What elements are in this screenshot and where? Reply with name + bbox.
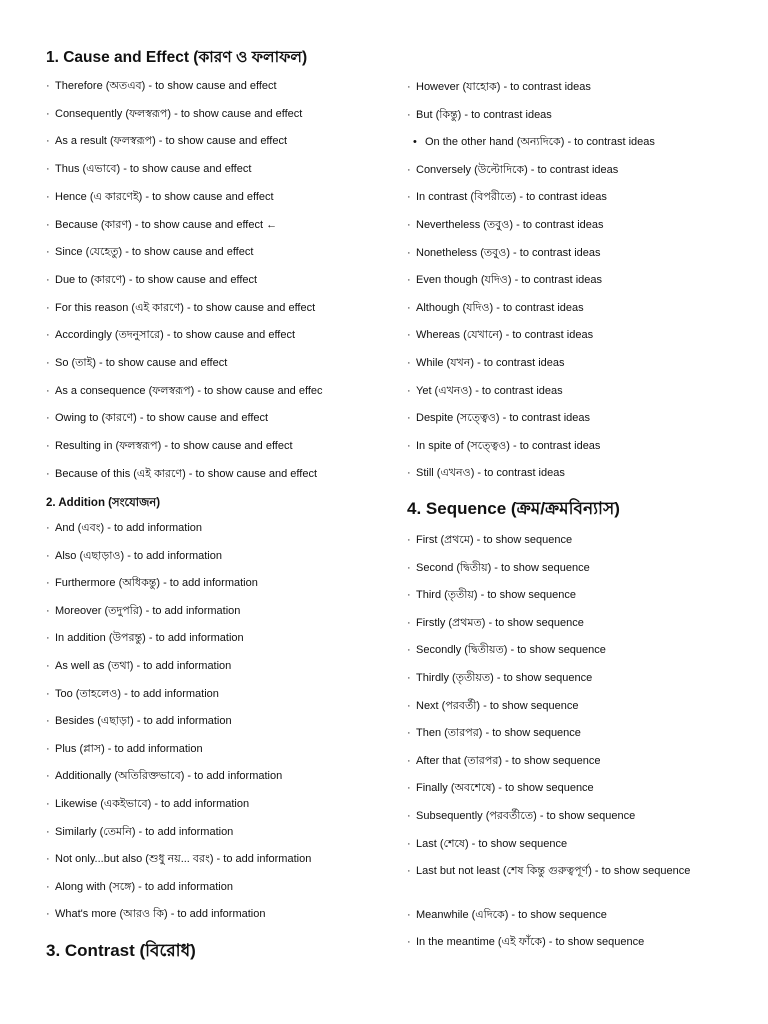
list-item-text: Second (দ্বিতীয়) - to show sequence [416,561,590,574]
list-item [46,161,251,178]
list-item [407,438,600,455]
list-item [46,630,244,647]
bullet-icon: · [407,672,411,684]
bullet-icon: · [407,467,411,480]
bullet-icon: · [407,219,411,231]
bullet-icon: · [46,798,50,810]
list-item-text: Thirdly (তৃতীয়ত) - to show sequence [416,672,593,684]
list-item [407,189,607,206]
bullet-icon: · [407,534,411,546]
list-item-text: For this reason (এই কারণে) - to show cause and effect [55,301,316,314]
bullet-icon: · [407,301,411,314]
bullet-icon: · [407,329,411,342]
list-item-text: Resulting in (ফলস্বরূপ) - to show cause and effect [55,440,293,453]
bullet-icon: · [407,274,411,287]
list-item [46,466,317,483]
list-item [46,189,274,206]
list-item [407,327,593,344]
list-item-text: In spite of (সত্ত্বেও) - to contrast ideas [416,439,601,452]
list-item-text: Also (এছাড়াও) - to add information [55,549,222,562]
bullet-icon: · [46,218,50,231]
bullet-icon: · [407,246,411,259]
bullet-icon: · [46,190,50,203]
list-item [407,300,584,317]
section-title-contrast: 3. Contrast (বিরোধ) [46,941,196,960]
list-item [46,410,268,427]
list-item-text: Firstly (প্রথমত) - to show sequence [416,616,584,629]
list-item [46,272,257,289]
list-item-text: Since (যেহেতু) - to show cause and effect [55,246,254,259]
bullet-icon: · [407,908,411,921]
list-item-text: Conversely (উল্টোদিকে) - to contrast ideas [416,163,619,176]
list-item-text: Even though (যদিও) - to contrast ideas [416,274,603,287]
list-item [46,327,295,344]
list-item [407,587,576,604]
list-item-text: Moreover (তদুপরি) - to add information [55,604,241,617]
list-item [46,548,222,565]
bullet-icon: · [407,561,411,574]
list-item [46,438,293,455]
bullet-icon: · [46,770,50,783]
bullet-icon: · [46,329,50,342]
list-item [407,725,581,742]
list-item-text: Next (পরবর্তী) - to show sequence [416,699,579,712]
list-item [46,133,287,150]
list-item [407,615,584,632]
list-item [407,272,602,289]
list-item-text: Because (কারণ) - to show cause and effect ← [55,218,278,231]
bullet-icon: · [46,273,50,286]
bullet-icon: · [407,644,411,657]
list-item-text: Still (এখনও) - to contrast ideas [416,467,565,480]
list-item-text: And (এবং) - to add information [55,522,203,534]
list-item [407,836,567,853]
bullet-icon: · [407,837,411,850]
list-item-text: Hence (এ কারণেই) - to show cause and effect [55,190,274,203]
list-item-text: But (কিন্তু) - to contrast ideas [416,108,552,121]
list-item-text: Due to (কারণে) - to show cause and effect [55,273,258,286]
bullet-icon: · [46,549,50,562]
list-item [46,824,233,841]
bullet-icon: · [407,108,411,121]
list-item [46,106,302,123]
section-title-sequence: 4. Sequence (ক্রম/ক্রমবিন্যাস) [407,499,620,518]
list-item [46,713,232,730]
bullet-icon: · [46,742,50,755]
list-item-text: Furthermore (অধিকন্তু) - to add information [55,577,258,590]
list-item-text: First (প্রথমে) - to show sequence [416,534,573,546]
list-item-text: Not only...but also (শুধু নয়... বরং) - to add information [55,853,312,866]
list-item-text: Plus (প্লাস) - to add information [55,742,203,755]
list-item-text: Accordingly (তদনুসারে) - to show cause and effect [55,329,296,342]
list-item-text: Secondly (দ্বিতীয়ত) - to show sequence [416,644,606,657]
bullet-icon: · [407,589,411,602]
list-item [407,79,591,96]
list-item-text: As a result (ফলস্বরূপ) - to show cause and effect [55,135,288,148]
list-item-text: After that (তারপর) - to show sequence [416,754,601,767]
list-item-text: Along with (সঙ্গে) - to add information [55,880,233,893]
bullet-icon: · [407,865,411,878]
list-item-text: Finally (অবশেষে) - to show sequence [416,782,594,795]
bullet-icon: • [413,136,417,149]
list-item [46,300,315,317]
list-item-text: Whereas (যেখানে) - to contrast ideas [416,329,594,342]
list-item [46,686,219,703]
bullet-icon: · [46,880,50,893]
bullet-icon: · [46,908,50,921]
list-item-text: However (যাহোক) - to contrast ideas [416,81,591,93]
bullet-icon: · [46,632,50,645]
list-item-text: Additionally (অতিরিক্তভাবে) - to add information [55,770,283,783]
bullet-icon: · [407,616,411,629]
bullet-icon: · [407,384,411,397]
list-item-text: Likewise (একইভাবে) - to add information [55,798,250,810]
bullet-icon: · [46,604,50,617]
list-item-text: As a consequence (ফলস্বরূপ) - to show cause and effec [55,384,323,397]
list-item-text: While (যখন) - to contrast ideas [416,357,565,369]
list-item-text: As well as (তথা) - to add information [55,660,232,672]
bullet-icon: · [46,135,50,148]
list-item-text: Thus (এভাবে) - to show cause and effect [55,163,252,176]
list-item [407,780,594,797]
bullet-icon: · [407,699,411,712]
list-item-text: Nonetheless (তবুও) - to contrast ideas [416,246,601,259]
bullet-icon: · [407,191,411,204]
bullet-icon: · [407,439,411,452]
list-item [407,162,618,179]
list-item [407,410,590,427]
bullet-icon: · [46,384,50,397]
list-item [407,753,600,770]
bullet-icon: · [46,163,50,176]
list-item [407,934,644,951]
bullet-icon: · [407,163,411,176]
section-title-addition: 2. Addition (সংযোজন) [46,497,161,509]
list-item-text: Despite (সত্ত্বেও) - to contrast ideas [416,412,591,425]
list-item [46,575,258,592]
bullet-icon: · [407,412,411,425]
bullet-icon: · [46,660,50,672]
list-item [46,796,249,813]
bullet-icon: · [407,754,411,767]
bullet-icon: · [46,715,50,728]
bullet-icon: · [46,467,50,480]
list-item [46,768,282,785]
bullet-icon: · [46,246,50,259]
list-item [407,808,635,825]
bullet-icon: · [407,782,411,795]
list-item-text: Meanwhile (এদিকে) - to show sequence [416,908,607,921]
list-item-text: What's more (আরও কি) - to add information [55,908,266,921]
list-item [46,355,227,372]
list-item [46,603,240,620]
bullet-icon: · [407,810,411,822]
list-item [407,670,592,687]
list-item [46,520,202,537]
bullet-icon: · [46,357,50,369]
bullet-icon: · [46,687,50,700]
list-item-text: Yet (এখনও) - to contrast ideas [416,384,563,397]
list-item-text: Although (যদিও) - to contrast ideas [416,301,584,314]
list-item-text: Third (তৃতীয়) - to show sequence [416,589,577,602]
bullet-icon: · [46,522,50,534]
list-item-text: Because of this (এই কারণে) - to show cause and effect [55,467,318,480]
list-item-text: So (তাই) - to show cause and effect [55,357,228,369]
list-item [407,134,655,151]
list-item-text: On the other hand (অন্যদিকে) - to contrast ideas [425,136,655,149]
list-item-text: Nevertheless (তবুও) - to contrast ideas [416,219,604,231]
bullet-icon: · [46,853,50,866]
list-item [46,658,231,675]
list-item [407,355,565,372]
bullet-icon: · [46,301,50,314]
list-item [46,879,233,896]
list-item-text: Too (তাহলেও) - to add information [55,687,219,700]
list-item-text: Similarly (তেমনি) - to add information [55,825,234,838]
list-item [407,642,606,659]
bullet-icon: · [46,80,50,92]
list-item-text: In contrast (বিপরীতে) - to contrast ideas [416,191,607,204]
list-item [407,532,572,549]
list-item-text: In addition (উপরন্তু) - to add information [55,632,244,645]
list-item [407,698,579,715]
list-item-text: Besides (এছাড়া) - to add information [55,715,232,728]
bullet-icon: · [407,81,411,93]
list-item [407,907,607,924]
bullet-icon: · [46,440,50,453]
section-title-cause-effect: 1. Cause and Effect (কারণ ও ফলাফল) [46,49,308,66]
list-item-text: Subsequently (পরবর্তীতে) - to show sequence [416,810,636,822]
list-item-text: In the meantime (এই ফাঁকে) - to show sequence [416,936,645,949]
list-item [407,107,552,124]
bullet-icon: · [46,825,50,838]
list-item [407,560,590,577]
list-item [407,863,697,880]
list-item [46,741,203,758]
list-item [46,244,253,261]
list-item [407,245,601,262]
list-item [46,851,311,868]
list-item-text: Last but not least (শেষ কিন্তু গুরুত্বপূর্ণ) - to show sequence [416,865,691,878]
bullet-icon: · [407,727,411,740]
bullet-icon: · [46,412,50,425]
list-item [46,383,323,400]
list-item [46,217,277,234]
list-item-text: Consequently (ফলস্বরূপ) - to show cause and effect [55,107,303,120]
list-item [407,217,604,234]
list-item [46,78,277,95]
list-item-text: Then (তারপর) - to show sequence [416,727,581,740]
list-item [407,465,565,482]
bullet-icon: · [407,357,411,369]
list-item-text: Last (শেষে) - to show sequence [416,837,568,850]
bullet-icon: · [407,936,411,949]
list-item-text: Therefore (অতএব) - to show cause and effect [55,80,277,92]
bullet-icon: · [46,107,50,120]
bullet-icon: · [46,577,50,590]
list-item [407,383,563,400]
list-item [46,906,265,923]
list-item-text: Owing to (কারণে) - to show cause and effect [55,412,269,425]
